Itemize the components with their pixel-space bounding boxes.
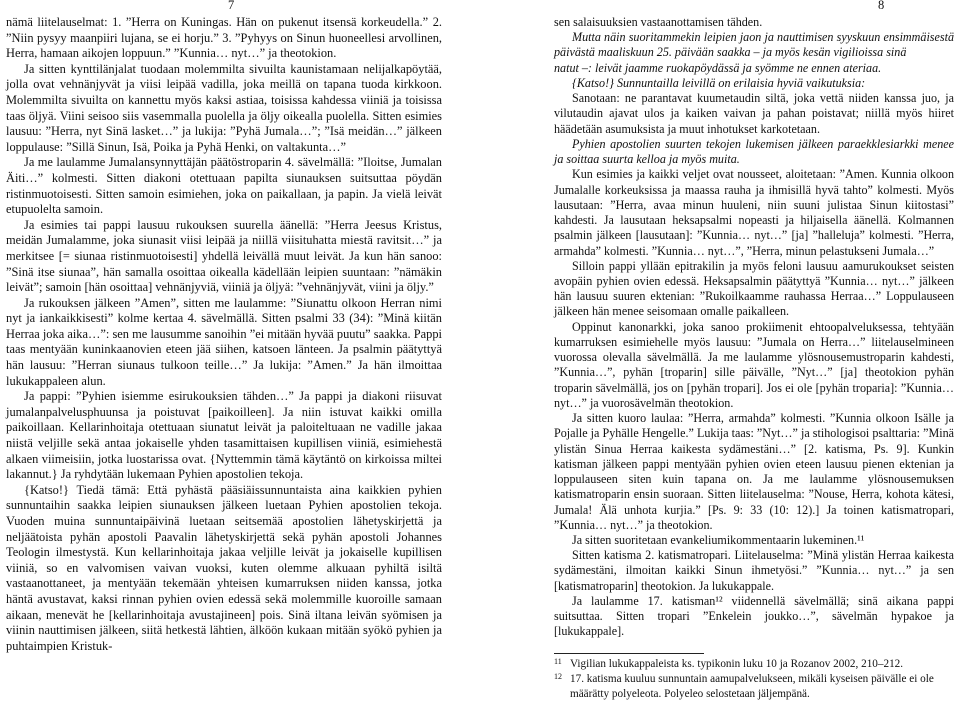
paragraph: Ja laulamme 17. katisman¹² viidennellä sävelmällä; sinä aikana pappi suitsuttaa. Sitten tropari ”Enkelein joukko…”, sävelmän hypakoe ja [lukukappale]. xyxy=(554,593,954,639)
footnote-divider xyxy=(554,653,704,654)
footnote-number: 12 xyxy=(554,671,562,681)
paragraph: Ja rukouksen jälkeen ”Amen”, sitten me laulamme: ”Siunattu olkoon Herran nimi nyt ja iankaikkisesti” kolme kertaa 4. sävelmällä. Sitten psalmi 33 (34): ”Minä kiitän Herraa joka aika…”: sen me lausumme sanoihin ”ei mitään hyvää puutu” saakka. Pappi taas mentyään kuninkaanovien eteen jää siihen, katsoen länteen. Ja psalmin päätyttyä hän lausuu: ”Herran siunaus tulkoon teille…” Ja lukija: ”Amen.” Ja hän ilmoittaa lukukappaleen alun. xyxy=(6,295,442,388)
paragraph: Sitten katisma 2. katismatropari. Liitelauselma: ”Minä ylistän Herraa kaikesta sydämestäni, ilmoitan kaikki Sinun ihmetyösi.” ”Kunnia… nyt…” ja sen [katismatroparin] theotokion. Ja lukukappale. xyxy=(554,548,954,593)
paragraph: natut –: leivät jaamme ruokapöydässä ja syömme ne ennen ateriaa. xyxy=(554,60,882,75)
paragraph: Oppinut kanonarkki, joka sanoo prokiimenit ehtoopalveluksessa, tehtyään kumarruksen esimiehelle myös lausuu: ”Jumala on Herra…” liitelauselmineen vuorossa olevalla sävelmällä. Ja me laulamme ylösnousemustroparin kahdesti, ”Kunnia…”, pyhän [troparin] sille päivälle, ”Nyt…” [ja] theotokion pyhän troparin sävelmällä, jos on [pyhän tropari]. Jos ei ole [pyhän troparia]: ”Kunnia… nyt…” ja vuorosävelmän theotokion. xyxy=(554,319,954,410)
footnote xyxy=(554,657,954,672)
paragraph: nämä liitelauselmat: 1. ”Herra on Kuningas. Hän on pukenut itsensä korkeudella.” 2. ”Niin pysyy maanpiiri lujana, se ei horju.” 3. ”Pyhyys on Sinun huoneellesi arvollinen, Herra, hamaan aikojen loppuun.” ”Kunnia… nyt…” ja theotokion. xyxy=(6,15,442,61)
paragraph: Silloin pappi yllään epitrakilin ja myös feloni lausuu aamurukoukset seisten avopäin pyhien ovien edessä. Heksapsalmin päätyttyä ”Kunnia… nyt…” jälkeen hän lausuu suuren ektenian: ”Rukoilkaamme rauhassa Herraa…” Loppulauseen jälkeen hän menee seisomaan omalle paikalleen. xyxy=(554,258,954,319)
paragraph: Ja me laulamme Jumalansynnyttäjän päätöstroparin 4. sävelmällä: ”Iloitse, Jumalan Äiti…” kolmesti. Sitten diakoni otettuaan papilta siunauksen suitsuttaa pöydän ristinmuotoisesti. Sitten samoin esimiehen, joka on paikallaan, ja papin. Ja vielä leivät etupuolelta samoin. xyxy=(6,155,442,217)
paragraph: Ja esimies tai pappi lausuu rukouksen suurella äänellä: ”Herra Jeesus Kristus, meidän Jumalamme, joka siunasit viisi leipää ja niillä viisituhatta miestä ravitsit…” ja merkitsee [= siunaa ristinmuotoisesti] yhdellä leivällä muut leivät. Ja kun hän sanoo: ”Sinä itse siunaa”, hän samalla osoittaa oikealla kädellään leipien suuntaan: ”nämäkin leivät”; samoin [hän osoittaa] vehnänjyviä, viiniä ja öljyä: ”vehnänjyvät, viini ja öljy.” xyxy=(6,217,442,295)
page-number: 8 xyxy=(878,0,885,12)
footnote-number: 11 xyxy=(554,657,562,666)
paragraph: Kun esimies ja kaikki veljet ovat nousseet, aloitetaan: ”Amen. Kunnia olkoon Jumalalle korkeuksissa ja maassa rauha ja ihmisillä hyvä tahto” kolmesti. Myös lausutaan: ”Herra, avaa minun huuleni, niin suuni julistaa Sinun kiitostasi” kahdesti. Ja lausutaan heksapsalmi nopeasti ja hiljaisella äänellä. Kolmannen psalmin jälkeen [lausutaan]: ”Kunnia… nyt…” [ja] ”halleluja” kolmesti. ”Herra, armahda” kolmesti. ”Kunnia… nyt…”, ”Herra, minun pelastukseni Jumala…” xyxy=(554,167,954,258)
paragraph: sen salaisuuksien vastaanottamisen tähden. xyxy=(554,15,763,29)
paragraph: Mutta näin suoritammekin leipien jaon ja nauttimisen syyskuun ensimmäisestä päivästä maaliskuun 25. päivään saakka – ja myös kesän vigilioissa sinä xyxy=(554,30,954,60)
paragraph: Pyhien apostolien suurten tekojen lukemisen jälkeen paraekklesiarkki menee ja soittaa suurta kelloa ja myös muita. xyxy=(554,136,954,167)
paragraph: Ja sitten kuoro laulaa: ”Herra, armahda” kolmesti. ”Kunnia olkoon Isälle ja Pojalle ja Pyhälle Hengelle.” Lukija taas: ”Nyt…” ja stihologisoi psalttaria: ”Minä ylistän Sinua Herraa kaikesta sydämestäni…” [2. katisma, Ps. 9]. Kunkin katisman jälkeen pappi mentyään pyhien ovien eteen lausuu pienen ektenian ja loppulauseen siten kuin tapana on. Ja me laulamme ylösnousemuksen katismatroparin ensin suoraan. Sitten liitelauselma: ”Nouse, Herra, kohota kätesi, Jumala! Älä unhota kurjia.” [Ps. 9: 33 (10: 12).] Ja toinen katismatropari, ”Kunnia… nyt…” ja theotokion. xyxy=(554,411,954,532)
paragraph: {Katso!} Sunnuntailla leivillä on erilaisia hyviä vaikutuksia: xyxy=(572,75,866,90)
footnote-text: Vigilian lukukappaleista ks. typikonin luku 10 ja Rozanov 2002, 210–212. xyxy=(570,658,904,670)
paragraph: {Katso!} Tiedä tämä: Että pyhästä pääsiäissunnuntaista aina kaikkien pyhien sunnuntaihin saakka leipien siunauksen jälkeen luetaan Pyhien apostolien tekoja. Vuoden muina sunnuntaipäivinä luetaan seitsemää apostolien lähetyskirjettä ja neljäätoista pyhän apostoli Paavalin lähetyskirjettä sekä pyhän apostoli Johannes Teologin ilmestystä. Kun kellarinhoitaja jakaa veljille leivät ja jokaiselle kupillisen viiniä, so en valvomisen vaivan vuoksi, kuten olemme alkuaan pyhiltä isiltä vastaanottaneet, ja mentyään tekemään yhteisen kumarruksen niiden kanssa, jotka häntä avustavat, kaksi rinnan pyhien ovien edessä sekä molemmille kuoroille samaan aikaan, menevät he [kellarinhoitaja avustajineen] pois. Sinä iltana leivän syömisen ja viinin nauttimisen jälkeen, siitä hetkestä lähtien, älköön kukaan mitään syökö pyhien ja puhtaimpien Kristuk- xyxy=(6,482,442,653)
right-page-body xyxy=(554,15,954,640)
paragraph: Ja pappi: ”Pyhien isiemme esirukouksien tähden…” Ja pappi ja diakoni riisuvat jumalanpalvelusphuunsa ja poistuvat [paikoilleen]. Ja niin istuvat kaikki omilla paikoillaan. Kellarinhoitaja otettuaan siunatut leivät ja paloiteltuaan ne vadille jakaa niistä veljille sekä antaa jokaiselle yhden tasamittaisen kupillisen viiniä, esimiehestä alkaen viimeisiin, jotka luostarissa ovat. {Nyttemmin tämä käytäntö on kirkoissa miltei lakannut.} Ja ryhdytään lukemaan Pyhien apostolien tekoja. xyxy=(6,389,442,482)
footnote xyxy=(554,672,954,701)
footnote-text: 17. katisma kuuluu sunnuntain aamupalvelukseen, mikäli kyseisen päivälle ei ole määrätty polyeleota. Polyeleo selostetaan jäljempänä. xyxy=(570,672,934,700)
paragraph: Ja sitten suoritetaan evankeliumikommentaarin lukeminen.¹¹ xyxy=(572,532,865,547)
paragraph: Ja sitten kynttilänjalat tuodaan molemmilta sivuilta kaunistamaan nelijalkapöytää, jolla ovat vehnänjyvät ja viisi leipää vadilla, joka meillä on tapana tuoda kirkkoon. Molemmilta sivuilta on kannettu myös kaksi astiaa, toisissa kahdessa viiniä ja toisissa taas öljyä. Viini seisoo siis vasemmalla puolella ja öljy oikealla puolella. Sitten esimies lausuu: ”Herra, nyt Sinä lasket…” ja lukija: ”Pyhä Jumala…”; ”Isä meidän…” jälkeen loppulause: ”Sillä Sinun, Isä, Poika ja Pyhä Henki, on valtakunta…” xyxy=(6,61,442,154)
right-page xyxy=(484,0,956,701)
left-page-body xyxy=(6,15,442,654)
footnotes xyxy=(554,653,954,701)
left-page xyxy=(0,0,452,701)
page-number: 7 xyxy=(228,0,235,12)
paragraph: Sanotaan: ne parantavat kuumetaudin siltä, joka vettä niiden kanssa juo, ja vilutaudin ajavat ulos ja kaiken vaivan ja pahan poistavat; niillä myös hiiret häädetään asumuksista ja muut inhotukset karkotetaan. xyxy=(554,91,954,136)
